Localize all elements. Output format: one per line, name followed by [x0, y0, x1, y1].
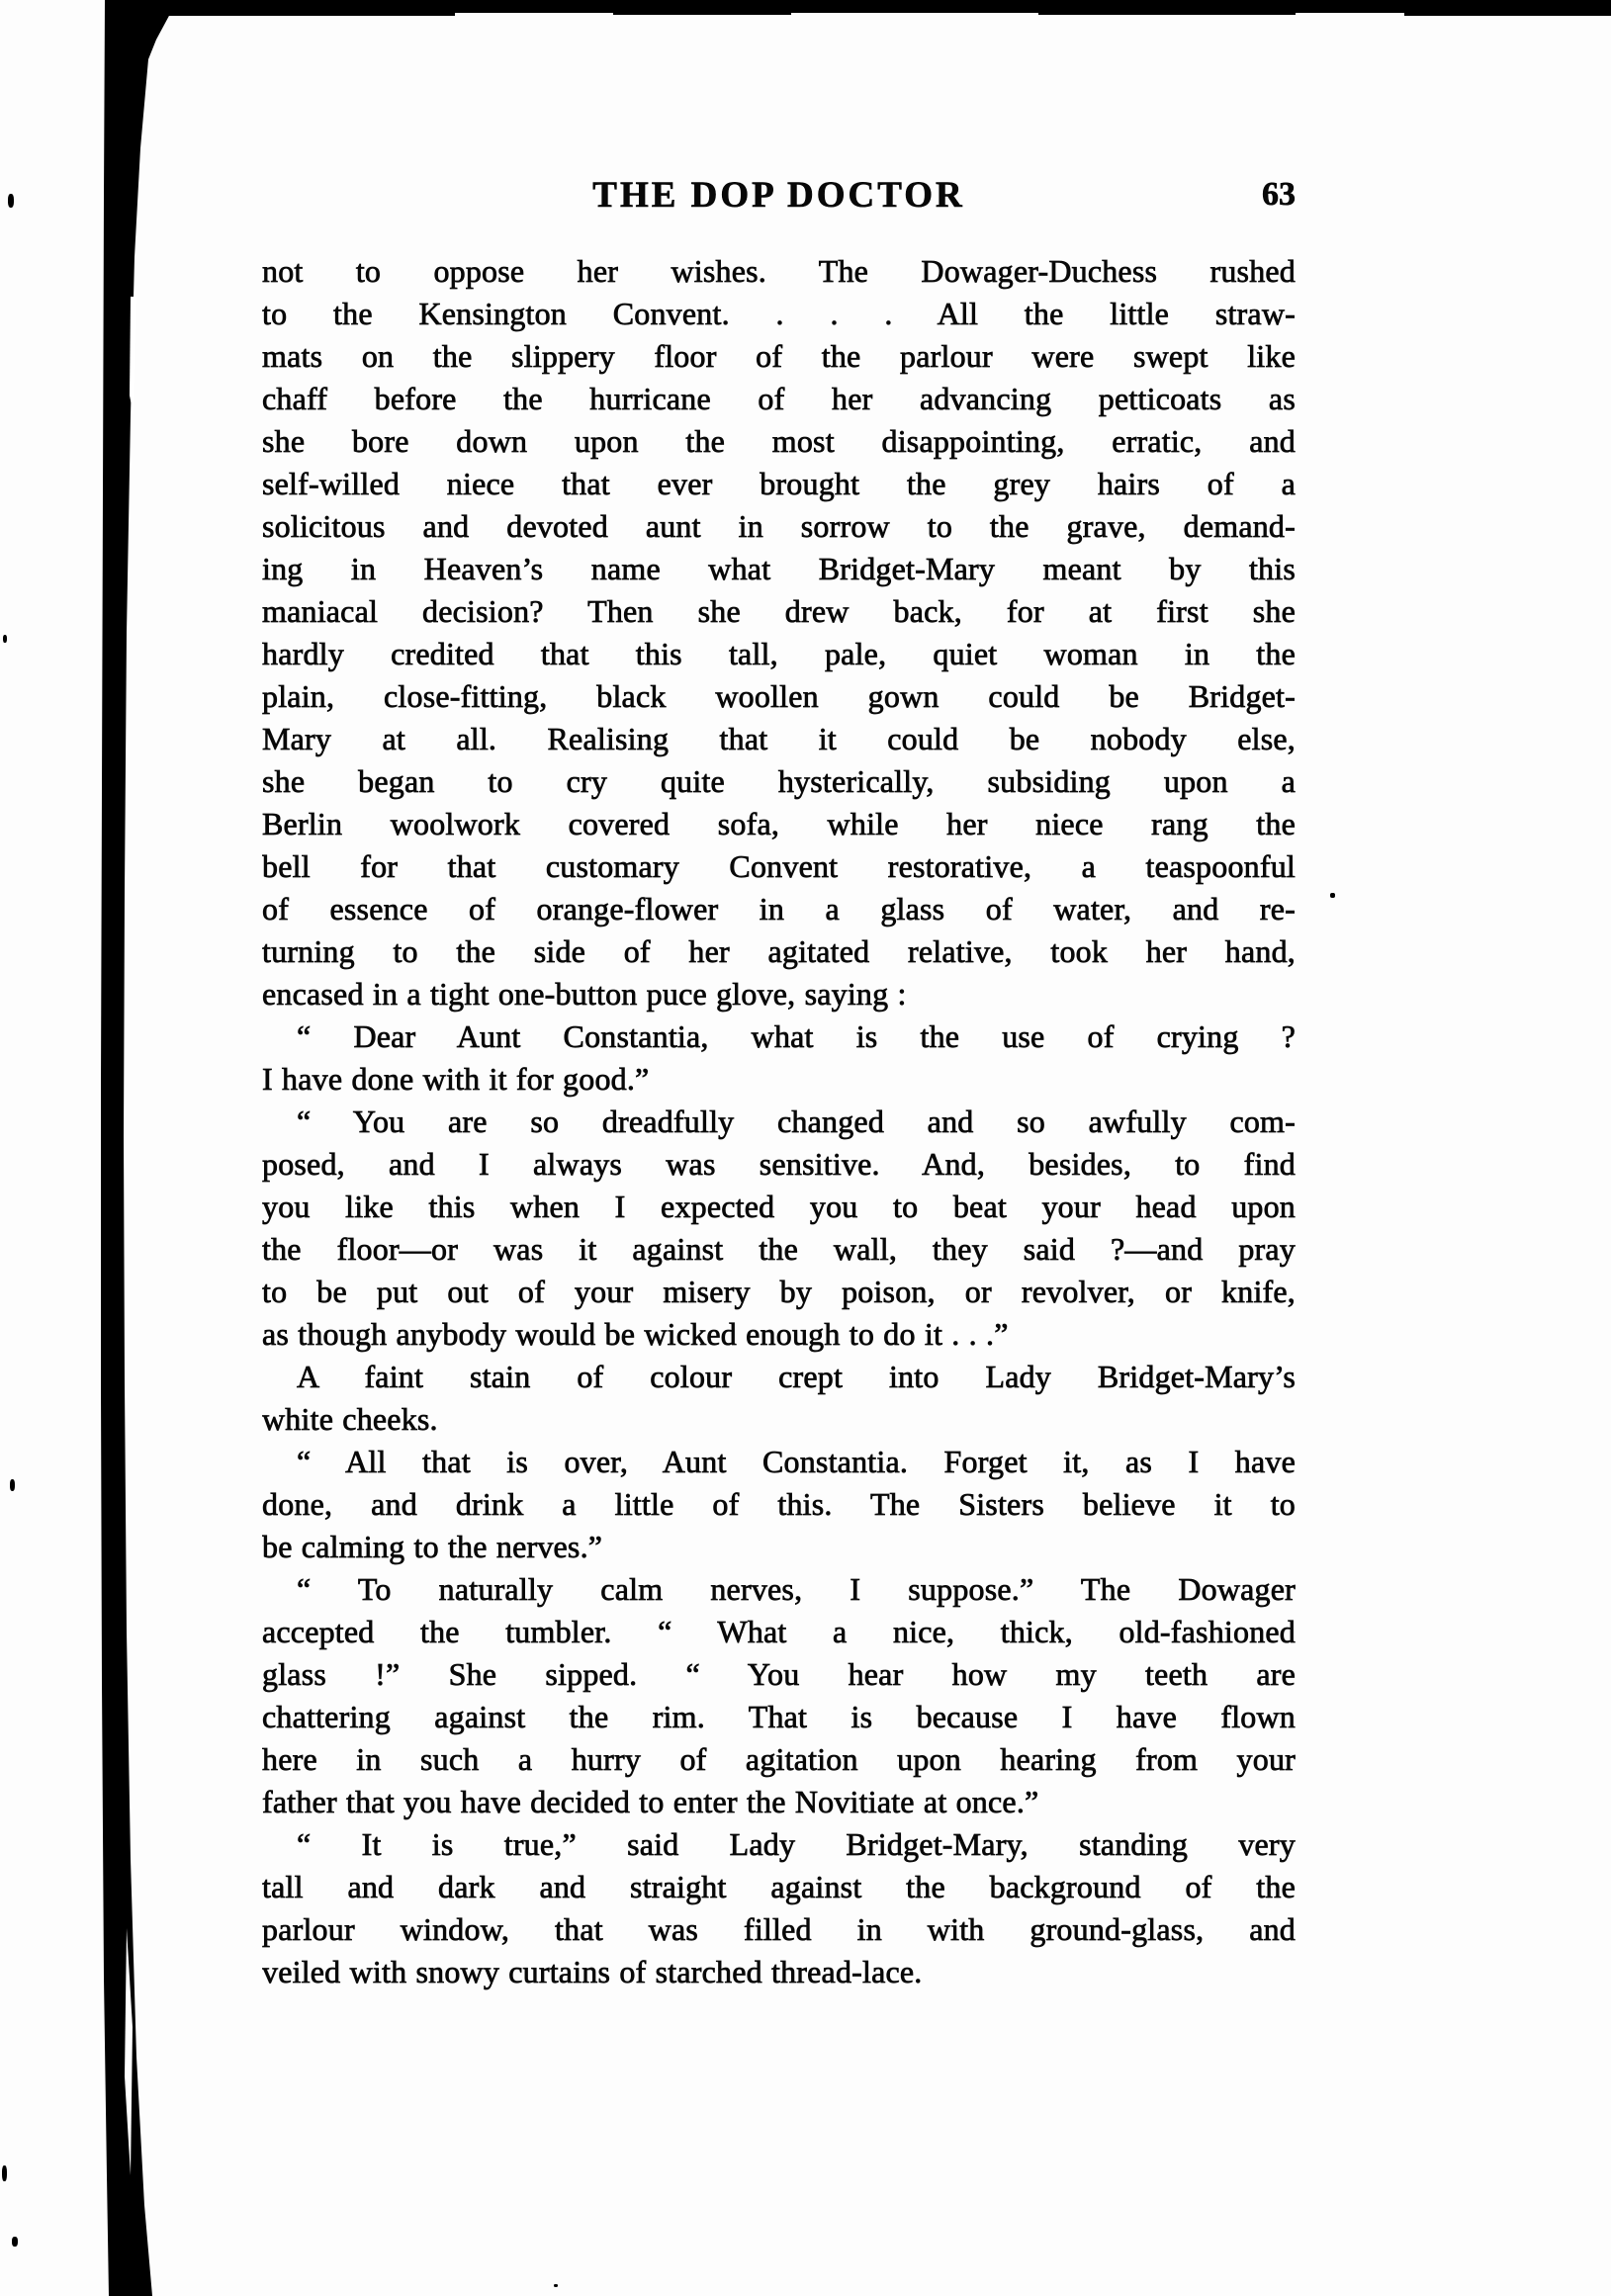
- scan-speck: [8, 194, 14, 208]
- scan-artifact-top-rag: [1038, 12, 1296, 15]
- paragraph: [262, 1101, 1296, 1356]
- scan-artifact-top-rag: [138, 12, 455, 16]
- text-line: “ Dear Aunt Constantia, what is the use of crying ?: [297, 1018, 1296, 1054]
- paragraph: [262, 1823, 1296, 1993]
- text-line: “ You are so dreadfully changed and so awfully com-: [297, 1104, 1296, 1139]
- text-line: posed, and I always was sensitive. And, besides, to find: [262, 1146, 1296, 1182]
- text-line: ing in Heaven’s name what Bridget-Mary meant by this: [262, 551, 1296, 586]
- text-line: solicitous and devoted aunt in sorrow to the grave, demand-: [262, 508, 1296, 544]
- text-line: accepted the tumbler. “ What a nice, thick, old-fashioned: [262, 1614, 1296, 1649]
- text-line: self-willed niece that ever brought the grey hairs of a: [262, 466, 1296, 501]
- text-block: [262, 250, 1296, 1993]
- text-line: glass !” She sipped. “ You hear how my teeth are: [262, 1656, 1296, 1692]
- scan-artifact-top-rag: [1404, 12, 1611, 16]
- text-line: “ All that is over, Aunt Constantia. Forget it, as I have: [297, 1444, 1296, 1479]
- text-line: “ To naturally calm nerves, I suppose.” The Dowager: [297, 1571, 1296, 1607]
- text-line: the floor—or was it against the wall, they said ?—and pray: [262, 1231, 1296, 1267]
- text-line: done, and drink a little of this. The Sisters believe it to: [262, 1486, 1296, 1522]
- scan-speck: [10, 1479, 15, 1491]
- text-line: she bore down upon the most disappointing, erratic, and: [262, 423, 1296, 459]
- scan-artifact-left-band: [91, 0, 180, 2296]
- text-line: chattering against the rim. That is because I have flown: [262, 1699, 1296, 1734]
- text-line: plain, close-fitting, black woollen gown could be Bridget-: [262, 678, 1296, 714]
- text-line: white cheeks.: [262, 1401, 438, 1437]
- text-line: you like this when I expected you to beat your head upon: [262, 1189, 1296, 1224]
- text-line: chaff before the hurricane of her advancing petticoats as: [262, 381, 1296, 416]
- paragraph: [262, 1356, 1296, 1441]
- paragraph: [262, 250, 1296, 1016]
- text-line: bell for that customary Convent restorative, a teaspoonful: [262, 848, 1296, 884]
- text-line: not to oppose her wishes. The Dowager-Duchess rushed: [262, 253, 1296, 289]
- text-line: she began to cry quite hysterically, subsiding upon a: [262, 763, 1296, 799]
- text-line: to be put out of your misery by poison, or revolver, or knife,: [262, 1274, 1296, 1309]
- text-line: as though anybody would be wicked enough to do it . . .”: [262, 1316, 1009, 1352]
- page-header: [262, 174, 1296, 221]
- text-line: “ It is true,” said Lady Bridget-Mary, standing very: [297, 1826, 1296, 1862]
- scan-speck: [3, 635, 7, 643]
- text-line: to the Kensington Convent. . . . All the little straw-: [262, 296, 1296, 331]
- text-line: tall and dark and straight against the background of the: [262, 1869, 1296, 1904]
- text-line: hardly credited that this tall, pale, quiet woman in the: [262, 636, 1296, 671]
- text-line: here in such a hurry of agitation upon hearing from your: [262, 1741, 1296, 1777]
- text-line: Berlin woolwork covered sofa, while her niece rang the: [262, 806, 1296, 841]
- scan-speck: [554, 2284, 558, 2287]
- text-line: I have done with it for good.”: [262, 1061, 650, 1097]
- text-line: veiled with snowy curtains of starched thread-lace.: [262, 1954, 923, 1989]
- text-line: father that you have decided to enter the Novitiate at once.”: [262, 1784, 1039, 1819]
- scan-speck: [1330, 893, 1335, 898]
- text-line: A faint stain of colour crept into Lady Bridget-Mary’s: [297, 1359, 1296, 1394]
- text-line: be calming to the nerves.”: [262, 1529, 603, 1564]
- text-line: mats on the slippery floor of the parlour were swept like: [262, 338, 1296, 374]
- paragraph: [262, 1441, 1296, 1568]
- text-line: encased in a tight one-button puce glove, saying :: [262, 976, 907, 1012]
- page-number: 63: [1262, 176, 1296, 213]
- text-line: maniacal decision? Then she drew back, for at first she: [262, 593, 1296, 629]
- running-title: THE DOP DOCTOR: [592, 175, 965, 216]
- text-line: Mary at all. Realising that it could be nobody else,: [262, 721, 1296, 756]
- paragraph: [262, 1016, 1296, 1101]
- scan-speck: [12, 2237, 18, 2247]
- paragraph: [262, 1568, 1296, 1823]
- text-line: turning to the side of her agitated relative, took her hand,: [262, 933, 1296, 969]
- text-line: of essence of orange-flower in a glass of water, and re-: [262, 891, 1296, 927]
- scan-artifact-top-rag: [613, 12, 791, 15]
- text-line: parlour window, that was filled in with ground-glass, and: [262, 1911, 1296, 1947]
- scan-speck: [2, 2165, 7, 2181]
